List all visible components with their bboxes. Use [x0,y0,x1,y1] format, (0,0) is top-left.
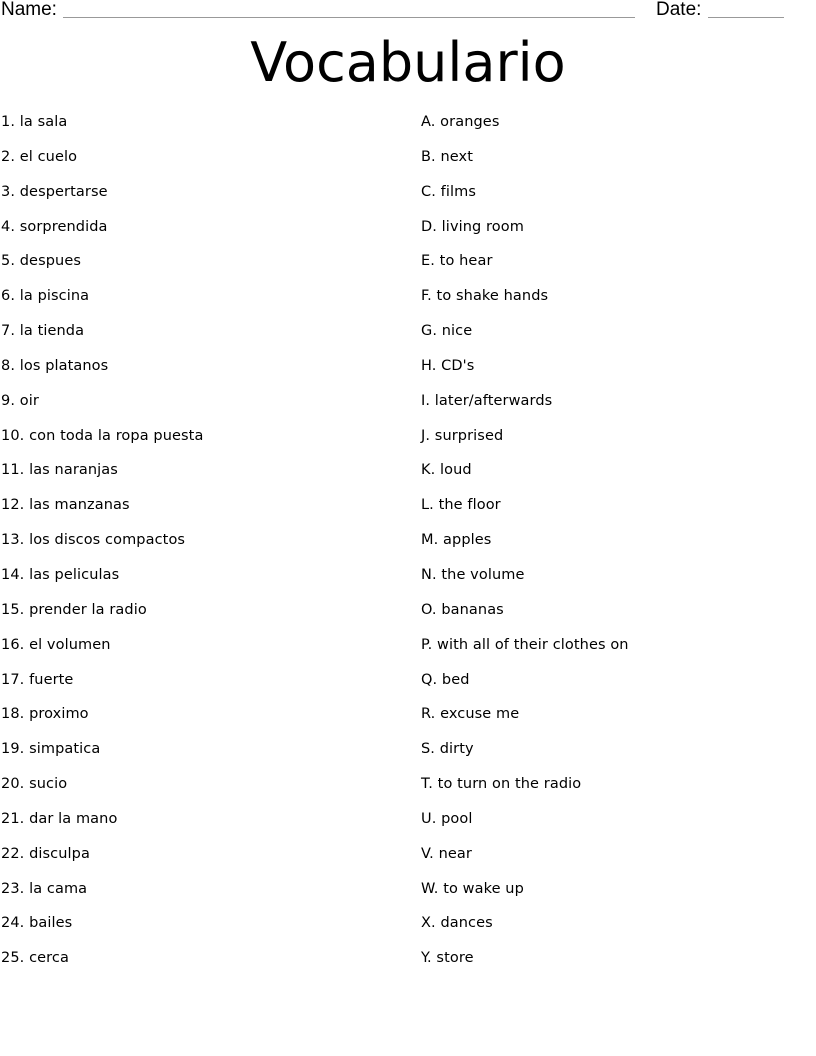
definition-item: K. loud [421,462,472,479]
definition-item: N. the volume [421,566,525,583]
terms-list [1,112,203,983]
definition-item: R. excuse me [421,706,520,723]
name-blank-line [63,17,635,18]
term-item: 15. prender la radio [1,601,147,618]
term-item: 8. los platanos [1,357,109,374]
definition-item: X. dances [421,915,493,932]
definition-item: F. to shake hands [421,288,549,305]
definition-item: S. dirty [421,741,474,758]
definition-item: V. near [421,845,472,862]
date-blank-line [708,17,784,18]
definition-item: E. to hear [421,253,493,270]
term-item: 6. la piscina [1,288,90,305]
term-item: 14. las peliculas [1,566,120,583]
term-item: 23. la cama [1,880,88,897]
term-item: 10. con toda la ropa puesta [1,427,204,444]
definition-item: U. pool [421,810,473,827]
definition-item: M. apples [421,532,492,549]
term-item: 5. despues [1,253,81,270]
page-title: Vocabulario [250,31,566,94]
definition-item: J. surprised [421,427,504,444]
term-item: 18. proximo [1,706,89,723]
name-label: Name: [1,0,57,20]
definition-item: A. oranges [421,114,500,130]
definition-item: B. next [421,148,473,165]
definition-item: Y. store [421,950,474,967]
definition-item: O. bananas [421,601,504,618]
term-item: 11. las naranjas [1,462,118,479]
term-item: 9. oir [1,392,39,409]
term-item: 1. la sala [1,114,68,130]
definition-item: P. with all of their clothes on [421,636,629,653]
term-item: 3. despertarse [1,183,108,200]
term-item: 17. fuerte [1,671,74,688]
term-item: 12. las manzanas [1,497,130,514]
header-row [0,0,816,24]
definition-item: C. films [421,183,476,200]
term-item: 25. cerca [1,950,69,967]
term-item: 7. la tienda [1,323,85,340]
definition-item: W. to wake up [421,880,524,897]
term-item: 2. el cuelo [1,148,78,165]
definition-item: H. CD's [421,357,475,374]
term-item: 19. simpatica [1,741,101,758]
term-item: 13. los discos compactos [1,532,186,549]
definition-item: D. living room [421,218,524,235]
term-item: 20. sucio [1,776,68,793]
term-item: 16. el volumen [1,636,111,653]
definition-item: G. nice [421,323,473,340]
term-item: 22. disculpa [1,845,90,862]
definition-item: T. to turn on the radio [421,776,582,793]
term-item: 21. dar la mano [1,810,118,827]
term-item: 24. bailes [1,915,73,932]
definitions-list [421,112,629,983]
date-label: Date: [656,0,702,20]
definition-item: I. later/afterwards [421,392,553,409]
definition-item: Q. bed [421,671,470,688]
term-item: 4. sorprendida [1,218,108,235]
definition-item: L. the floor [421,497,501,514]
